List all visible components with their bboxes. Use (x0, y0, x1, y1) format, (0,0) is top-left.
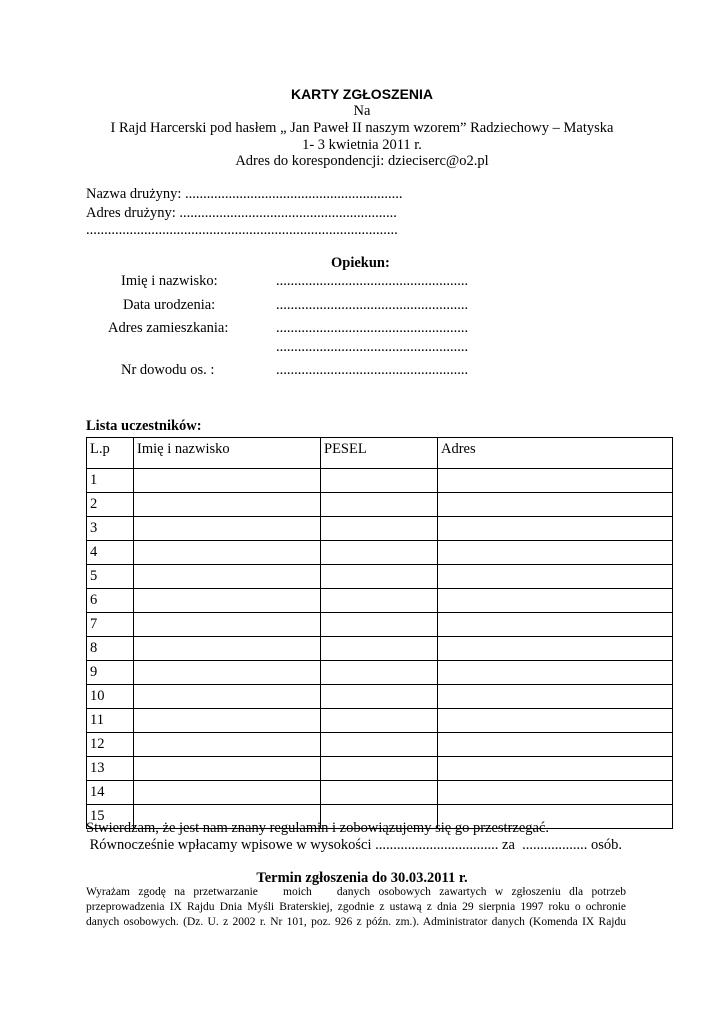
name-cell[interactable] (134, 517, 321, 541)
consent-line-2: przeprowadzenia IX Rajdu Dnia Myśli Braterskiej, zgodnie z ustawą z dnia 29 sierpnia 1997 roku o ochronie (86, 901, 626, 913)
guardian-id-dots: ..................................................... (276, 362, 469, 378)
table-row (87, 637, 673, 661)
team-extra-line: ...................................................................................... (86, 222, 398, 238)
pesel-cell[interactable] (321, 469, 438, 493)
guardian-birthdate-label: Data urodzenia: (123, 297, 216, 313)
table-row (87, 493, 673, 517)
address-cell[interactable] (438, 661, 673, 685)
fee-statement: Równocześnie wpłacamy wpisowe w wysokości .................................. za .................. osób. (86, 837, 623, 853)
regulations-statement: Stwierdzam, że jest nam znany regulamin i zobowiązujemy się go przestrzegać. (86, 820, 550, 836)
address-cell[interactable] (438, 469, 673, 493)
row-number: 11 (87, 709, 134, 733)
column-header-address: Adres (438, 438, 673, 469)
guardian-address-dots: ..................................................... (276, 320, 469, 336)
header-na: Na (353, 103, 371, 119)
row-number: 4 (87, 541, 134, 565)
table-row (87, 781, 673, 805)
name-cell[interactable] (134, 757, 321, 781)
table-row (87, 469, 673, 493)
pesel-cell[interactable] (321, 709, 438, 733)
table-row (87, 517, 673, 541)
name-cell[interactable] (134, 709, 321, 733)
pesel-cell[interactable] (321, 541, 438, 565)
pesel-cell[interactable] (321, 661, 438, 685)
row-number: 15 (87, 805, 134, 829)
row-number: 14 (87, 781, 134, 805)
address-cell[interactable] (438, 733, 673, 757)
row-number: 2 (87, 493, 134, 517)
pesel-cell[interactable] (321, 565, 438, 589)
address-cell[interactable] (438, 565, 673, 589)
pesel-cell[interactable] (321, 637, 438, 661)
name-cell[interactable] (134, 565, 321, 589)
name-cell[interactable] (134, 469, 321, 493)
column-header-pesel: PESEL (321, 438, 438, 469)
document-title: KARTY ZGŁOSZENIA (290, 86, 434, 102)
table-row (87, 589, 673, 613)
guardian-address-label: Adres zamieszkania: (108, 320, 229, 336)
table-row (87, 709, 673, 733)
team-name-line: Nazwa drużyny: ............................................................ (86, 186, 403, 202)
address-cell[interactable] (438, 637, 673, 661)
table-row (87, 541, 673, 565)
row-number: 10 (87, 685, 134, 709)
row-number: 6 (87, 589, 134, 613)
address-cell[interactable] (438, 685, 673, 709)
table-row (87, 733, 673, 757)
name-cell[interactable] (134, 781, 321, 805)
pesel-cell[interactable] (321, 781, 438, 805)
address-cell[interactable] (438, 709, 673, 733)
pesel-cell[interactable] (321, 517, 438, 541)
pesel-cell[interactable] (321, 733, 438, 757)
row-number: 12 (87, 733, 134, 757)
header-dates: 1- 3 kwietnia 2011 r. (302, 137, 422, 153)
column-header-lp: L.p (87, 438, 134, 469)
name-cell[interactable] (134, 685, 321, 709)
guardian-name-dots: ..................................................... (276, 273, 469, 289)
consent-line-3: danych osobowych. (Dz. U. z 2002 r. Nr 101, poz. 926 z późn. zm.). Administrator danych (Komenda IX Rajdu (86, 916, 626, 928)
name-cell[interactable] (134, 733, 321, 757)
consent-line-1: Wyrażam zgodę na przetwarzanie moich danych osobowych zawartych w zgłoszeniu dla potrzeb (86, 886, 626, 898)
table-row (87, 613, 673, 637)
address-cell[interactable] (438, 517, 673, 541)
guardian-birthdate-dots: ..................................................... (276, 297, 469, 313)
guardian-name-label: Imię i nazwisko: (121, 273, 218, 289)
pesel-cell[interactable] (321, 685, 438, 709)
name-cell[interactable] (134, 661, 321, 685)
row-number: 13 (87, 757, 134, 781)
address-cell[interactable] (438, 757, 673, 781)
deadline: Termin zgłoszenia do 30.03.2011 r. (256, 870, 468, 886)
pesel-cell[interactable] (321, 589, 438, 613)
row-number: 7 (87, 613, 134, 637)
address-cell[interactable] (438, 541, 673, 565)
guardian-address-dots-2: ..................................................... (276, 339, 469, 355)
table-row (87, 757, 673, 781)
name-cell[interactable] (134, 589, 321, 613)
address-cell[interactable] (438, 589, 673, 613)
team-address-line: Adres drużyny: ............................................................ (86, 205, 397, 221)
participants-heading: Lista uczestników: (86, 418, 202, 434)
participants-table (86, 437, 673, 829)
guardian-heading: Opiekun: (331, 255, 390, 271)
header-address: Adres do korespondencji: dzieciserc@o2.pl (235, 153, 489, 169)
table-header-row (87, 438, 673, 469)
header-event: I Rajd Harcerski pod hasłem „ Jan Paweł II naszym wzorem” Radziechowy – Matyska (110, 120, 614, 136)
name-cell[interactable] (134, 637, 321, 661)
row-number: 1 (87, 469, 134, 493)
guardian-id-label: Nr dowodu os. : (121, 362, 215, 378)
name-cell[interactable] (134, 493, 321, 517)
address-cell[interactable] (438, 493, 673, 517)
table-row (87, 565, 673, 589)
pesel-cell[interactable] (321, 757, 438, 781)
name-cell[interactable] (134, 541, 321, 565)
row-number: 5 (87, 565, 134, 589)
address-cell[interactable] (438, 613, 673, 637)
row-number: 9 (87, 661, 134, 685)
table-row (87, 661, 673, 685)
table-row (87, 685, 673, 709)
row-number: 3 (87, 517, 134, 541)
row-number: 8 (87, 637, 134, 661)
name-cell[interactable] (134, 613, 321, 637)
pesel-cell[interactable] (321, 493, 438, 517)
pesel-cell[interactable] (321, 613, 438, 637)
address-cell[interactable] (438, 781, 673, 805)
column-header-name: Imię i nazwisko (134, 438, 321, 469)
